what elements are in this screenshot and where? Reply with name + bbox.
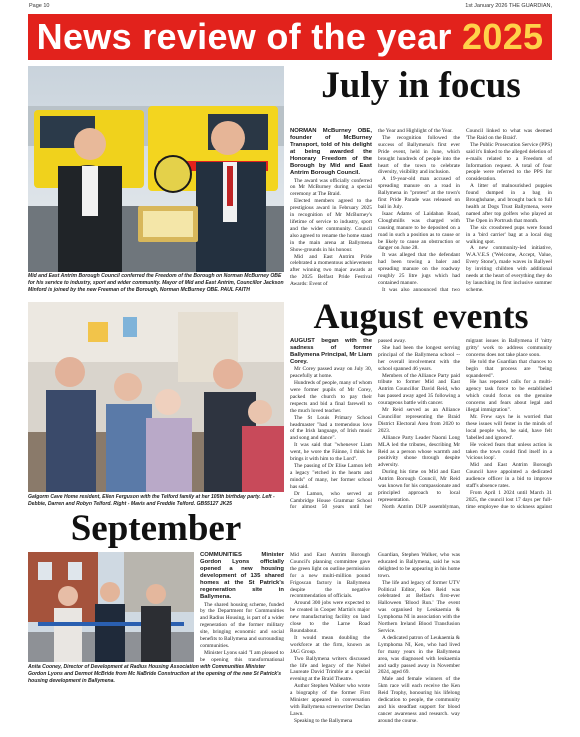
- banner-title: [36, 16, 544, 57]
- september-col2-para: Speaking to the Ballymena: [294, 717, 353, 724]
- july-col3-para: The six crossbreed pups were found in a 'bird carrier' bag at a local dog walking spot.: [466, 224, 552, 245]
- september-col1-para: Minister Lyons said "I am pleased to be opening this transformational: [200, 649, 284, 662]
- july-col3-para: A new community-led initiative, W.A.V.E.S ('Welcome, Accept, Value, Every Stone'), made waves in Ballyeel by inviting children with additional needs at the heart of everything they do by launching its first inclusive summer scheme.: [466, 245, 552, 293]
- july-headline: July in focus: [321, 65, 521, 106]
- august-column-2: [378, 338, 460, 510]
- august-col3-para: Mr. Frew says he is worried that these issues will fester in the minds of local people who, he said, have felt 'labelled and ignored'.: [466, 413, 552, 441]
- september-headline: September: [70, 508, 242, 549]
- july-col3-para: Council linked to what was deemed 'The Raid on the Braid'.: [466, 128, 552, 141]
- september-photo: [28, 552, 194, 662]
- september-col3-para: Male and female winners of the 5km race will each receive the Ken Reid Trophy, honouring his lifelong dedication to people, the community and his steadfast support for blood cancer awareness and research. way around the course.: [378, 676, 460, 724]
- august-headline: August events: [313, 296, 529, 336]
- august-col1-para: The passing of Dr Elise Lamon left a legacy "etched in the hearts and minds" of many, her former school has said.: [290, 463, 372, 490]
- july-column-3: [466, 128, 552, 294]
- august-col2-para: passed away.: [378, 338, 407, 344]
- august-col2-para: Mr Reid served as an Alliance Councillor representing the Braid District Electoral Area from 2020 to 2023.: [378, 407, 460, 434]
- july-col2-para: It was alleged that the defendant had been towing a baler and spreading manure on the roadway roughly 25 litre jugs which had contained manure.: [378, 252, 460, 286]
- july-photo: [28, 66, 284, 272]
- august-column-3: [466, 338, 552, 510]
- july-col1-para: Elected members agreed to the prestigious award in February 2025 in recognition of Mr McBurney's lifetime of service to industry, sport and the wider community. Council also agreed to rename the home stand in the main arena at Ballymena Show-grounds in his honour.: [290, 198, 372, 253]
- july-col3-para: The Public Prosecution Service (PPS) said it's linked to the alleged deletion of e-mails related to a Freedom of Information request. A total of four people were referred to the PPS for consideration.: [466, 141, 552, 183]
- photo-lorries-and-men: [28, 66, 284, 272]
- july-col2-para: It was also announced that two: [382, 286, 460, 293]
- august-col3-para: From April 1 2024 until March 31 2025, the council lost 17 days per full-time employee due to sickness against: [466, 489, 552, 510]
- august-col1-para: Hundreds of people, many of whom were former pupils of Mr Corey, packed the church to pay their respects and bid a final farewell to the much loved teacher.: [290, 380, 372, 414]
- photo-birthday-party: [28, 302, 284, 492]
- august-col2-para: Members of the Alliance Party paid tribute to former Mid and East Antrim Councillor David Reid, who has passed away aged 35 following a courageous battle with cancer.: [378, 372, 460, 407]
- photo-ribbon-cutting: [28, 552, 194, 662]
- september-col2-para: Two Ballymena writers discussed the life and legacy of the Nobel Laureate David Trimble at a special evening at the Braid Theatre.: [290, 655, 370, 683]
- august-caption: Galgorm Cave Home resident, Ellen Ferguson with the Telford family at her 105th birthday party. Left - Debbie, Darren and Robyn Telford. Right - Mavis and Freddie Telford. GB55127 JK25: [28, 494, 275, 507]
- september-column-2: [290, 552, 370, 728]
- july-col2-para: Isaac Adams of Laidaban Road, Cloughmills was charged with causing manure to be deposited on a road in such a position as to cause or be likely to cause an obstruction or danger on June 28.: [378, 210, 460, 252]
- september-col1-para: COMMUNITIES Minister Gordon Lyons officially opened a new housing development of 135 shared homes at the St Patrick's regeneration site in Ballymena.: [200, 552, 284, 601]
- july-column-2: [378, 128, 460, 294]
- september-column-1: [200, 552, 284, 662]
- banner-year: 2025: [462, 16, 544, 57]
- august-column-1: [290, 338, 372, 510]
- september-col2-para: It would mean doubling the workforce at the firm, known as JAG Group.: [290, 634, 370, 655]
- july-column-1: [290, 128, 372, 294]
- september-col3-para: A dedicated patron of Leukaemia & Lymphoma NI, Ken, who had lived for many years in the Ballymena area, was diagnosed with leukaemia and sadly passed away in November 2024, aged 69.: [378, 634, 460, 676]
- august-col3-para: Mid and East Antrim Borough Council have appointed a dedicated audience officer in a bid to improve staff's absence rates.: [466, 462, 552, 490]
- september-col2-para: Author Stephen Walker who wrote a biography of the former First Minister appeared in conversation with Ballymena screenwriter Declan Lawn.: [290, 683, 370, 717]
- august-col3-para: He voiced fears that unless action is taken the town could find itself in a 'vicious loop'.: [466, 441, 552, 462]
- august-col2-para: She had been the longest serving principal of the Ballymena school -- her overall involvement with the school spanned 46 years.: [378, 344, 460, 372]
- july-col3-para: A litter of malnourished puppies found dumped in a bag in Broughshane, and brought back to full health at Dogs Trust Ballymena, were named after top golfers who played at The Open in Portrush that month.: [466, 183, 552, 224]
- september-col1-para: The shared housing scheme, funded by the Department for Communities and Radius Housing, is part of a wider regeneration of the former military site, bringing economic and social benefits to Ballymena and surrounding communities.: [200, 601, 284, 649]
- july-col2-para: A 19-year-old man accused of spreading manure on a road in Ballymena in "protest" at the town's first Pride Parade was released on bail in July.: [378, 176, 460, 210]
- august-col1-para: Dr Lamon, who served at Cambridge House Grammar School for almost 50 years until her: [290, 490, 372, 510]
- july-col1-para: The award was officially conferred on Mr McBurney during a special ceremony at The Braid.: [290, 177, 372, 198]
- page-number: Page 10: [29, 3, 50, 9]
- july-col1-para: NORMAN McBurney OBE, founder of McBurney Transport, told of his delight at being awarded the Honorary Freedom of the Borough by Mid and East Antrim Borough Council.: [290, 128, 372, 177]
- july-col2-para: the Year and Highlight of the Year.: [378, 128, 453, 134]
- september-caption: Anita Cooney, Director of Development at Radius Housing Association with Communities Minister Gordon Lyons and Dermot McBride from Mc NaBride Construction at the opening of the new St Patrick's housing development in Ballymena.: [28, 664, 282, 684]
- september-column-3: [378, 552, 460, 728]
- august-col3-para: He told the Guardian that chances to begin that process are "being squandered".: [466, 358, 552, 379]
- september-col3-para: Guardian, Stephen Walker, who was educated in Ballymena, said he was delighted to be appearing in his home town.: [378, 552, 460, 579]
- august-col2-para: Alliance Party Leader Naomi Long MLA led the tributes, describing Mr Reid as a person whose warmth and positivity shone through despite adversity.: [378, 434, 460, 469]
- banner-title-prefix: News review of the year: [36, 16, 463, 57]
- august-col3-para: He has repeated calls for a multi-agency task force to be established which could focus on the genuine concerns and fears about legal and illegal immigration".: [466, 379, 552, 414]
- september-col2-para: Around 300 jobs were expected to be created in Cooper Martin's major new manufacturing facility on land close to the Larne Road Roundabout.: [290, 600, 370, 634]
- section-banner: [28, 14, 552, 60]
- july-col1-para: Mid and East Antrim Pride celebrated a momentous achievement after winning two major awards at the 2025 Belfast Pride Festival Awards: Event of: [290, 253, 372, 288]
- august-col2-para: During his time on Mid and East Antrim Borough Council, Mr Reid was known for his compassionate and principled approach to local representation.: [378, 469, 460, 503]
- august-col1-para: Mr Corey passed away on July 30, peacefully at home.: [290, 366, 372, 380]
- july-col2-para: The recognition followed the success of Ballymena's first ever Pride event, held in June, which brought hundreds of people into the heart of the town to celebrate diversity, visibility and inclusion.: [378, 134, 460, 176]
- july-caption: Mid and East Antrim Borough Council conferred the Freedom of the Borough on Norman McBurney OBE for his service to industry, sport and wider community. Mayor of Mid and East Antrim, Councillor Jackson Minford is joined by the new Freeman of the Borough, Norman McBurney OBE. PAUL FAITH: [28, 273, 284, 293]
- august-col3-para: migrant issues in Ballymena if 'nitty gritty' work to address community concerns does not take place soon.: [466, 338, 552, 358]
- september-col2-para: Mid and East Antrim Borough Council's planning committee gave the green light on outline permission for a new multi-million pound Frigoscan factory in Ballymena despite the negative recommendation of officials.: [290, 552, 370, 600]
- august-col1-para: It was said that "whenever Liam went, he wore the Fáinne, I think he brings it with him to the Lord".: [290, 442, 372, 463]
- august-photo: [28, 302, 284, 492]
- august-col2-para: North Antrim DUP assemblyman,: [382, 503, 460, 510]
- august-col1-para: AUGUST began with the sadness of former Ballymena Principal, Mr Liam Corey.: [290, 338, 372, 366]
- page-header: [0, 0, 580, 12]
- issue-date: 1st January 2026 THE GUARDIAN,: [465, 3, 552, 9]
- august-col1-para: The St Louis Primary School headmaster "had a tremendous love of the Irish language, of Irish music and song and dance".: [290, 414, 372, 442]
- september-col3-para: The life and legacy of former UTV Political Editor, Ken Reid was celebrated at Belfast's first-ever Halloween 'Blood Run.' The event was organised by Leukaemia & Lymphoma NI in association with the Northern Ireland Blood Transfusion Service.: [378, 579, 460, 634]
